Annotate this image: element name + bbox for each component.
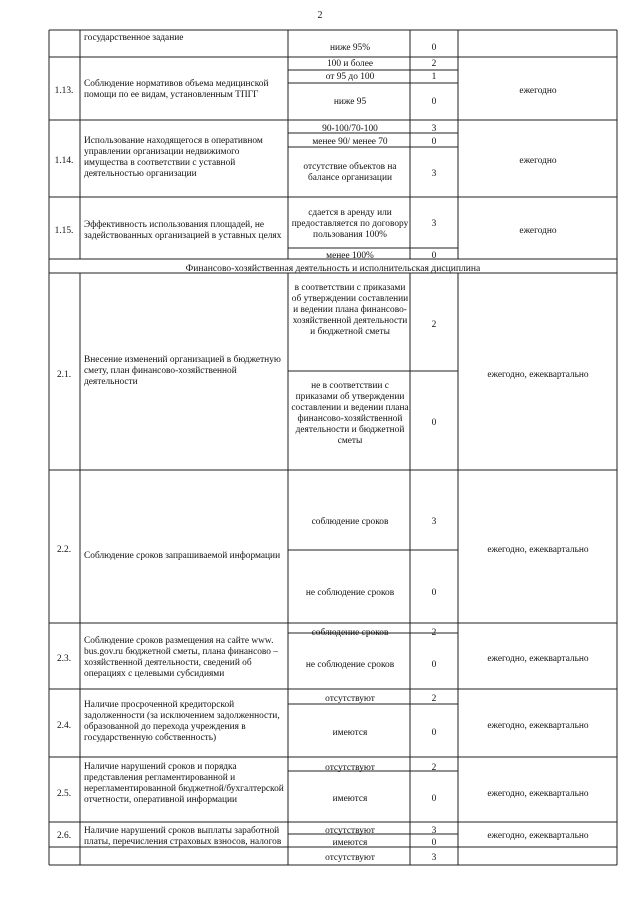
criterion-text: не соблюдение сроков [305,588,395,598]
indicator-text: Наличие просроченной кредиторской задолженности (за исключением задолженности, образованной до перехода учреждения в государственную собственность) [84,700,280,743]
criterion-score: 2 [431,320,437,330]
indicator-text: Наличие нарушений сроков и порядка представления регламентированной и нерегламентированной бюджетной/бухгалтерской отчетности, оперативной информации [84,762,284,805]
page-number: 2 [317,10,323,21]
criterion-text: отсутствие объектов на балансе организации [303,162,397,183]
frequency-text: ежегодно [519,86,557,96]
criterion-score: 1 [431,72,437,82]
row-number: 2.3. [56,654,72,664]
criterion-score: 2 [431,59,437,69]
frequency-text: ежегодно [519,226,557,236]
criterion-text: имеются [332,838,368,848]
criterion-score: 0 [431,251,437,261]
criterion-score: 0 [431,728,437,738]
criterion-text: от 95 до 100 [325,72,375,82]
criterion-score: 0 [431,588,437,598]
criterion-text: 100 и более [326,59,374,69]
criterion-score: 0 [431,794,437,804]
frequency-text: ежегодно, ежеквартально [487,789,589,799]
criterion-score: 0 [431,660,437,670]
frequency-text: ежегодно, ежеквартально [487,831,589,841]
row-number: 2.1. [56,370,72,380]
criterion-text: не в соответствии с приказами об утверждении составлении и ведении плана финансово-хозяйственной деятельности и бюджетной сметы [291,381,409,446]
section-header: Финансово-хозяйственная деятельность и исполнительская дисциплина [185,263,481,274]
indicator-text: Использование находящегося в оперативном управлении организации недвижимого имущества в соответствии с уставной деятельностью организации [84,136,263,179]
row-number: 2.4. [56,721,72,731]
criterion-text: сдается в аренду или предоставляется по договору пользования 100% [291,208,409,240]
criterion-score: 0 [431,137,437,147]
criterion-text: отсутствуют [325,853,375,863]
indicator-text: Наличие нарушений сроков выплаты заработной платы, перечисления страховых взносов, налогов [84,826,282,847]
criterion-score: 0 [431,43,437,53]
criterion-text: менее 90/ менее 70 [312,137,388,147]
criterion-score: 3 [431,826,437,836]
criterion-score: 3 [431,853,437,863]
criterion-text: менее 100% [326,251,374,261]
criterion-text: соблюдение сроков [311,628,389,638]
indicator-text: Соблюдение нормативов объема медицинской помощи по ее видам, установленным ТПГГ [84,79,269,100]
criterion-text: имеются [332,794,368,804]
criterion-score: 0 [431,838,437,848]
frequency-text: ежегодно, ежеквартально [487,545,589,555]
row-number: 1.15. [54,226,74,236]
criterion-text: отсутствуют [325,826,375,836]
frequency-text: ежегодно, ежеквартально [487,370,589,380]
row-number: 1.13. [54,86,74,96]
frequency-text: ежегодно, ежеквартально [487,721,589,731]
criterion-text: ниже 95 [333,97,367,107]
indicator-text: Эффективность использования площадей, не задействованных организацией в уставных целях [84,220,282,241]
criterion-text: соблюдение сроков [311,517,389,527]
criterion-text: не соблюдение сроков [305,660,395,670]
criterion-score: 3 [431,219,437,229]
row-number: 2.6. [56,831,72,841]
criterion-text: ниже 95% [329,43,371,53]
criterion-text: имеются [332,728,368,738]
row-number: 2.5. [56,789,72,799]
criterion-text: отсутствуют [325,694,375,704]
frequency-text: ежегодно [519,156,557,166]
criterion-score: 2 [431,694,437,704]
indicator-text: Соблюдение сроков запрашиваемой информации [84,551,281,561]
criterion-score: 2 [431,628,437,638]
row-number: 2.2. [56,545,72,555]
indicator-text: Соблюдение сроков размещения на сайте www. bus.gov.ru бюджетной сметы, плана финансово – хозяйственной деятельности, сведений об операциях с целевыми субсидиями [84,636,278,679]
frequency-text: ежегодно, ежеквартально [487,654,589,664]
row-number: 1.14. [54,156,74,166]
criterion-text: 90-100/70-100 [322,124,378,134]
criterion-score: 3 [431,169,437,179]
criterion-score: 0 [431,97,437,107]
indicator-text: Внесение изменений организацией в бюджетную смету, план финансово-хозяйственной деятельности [84,355,281,387]
criterion-score: 2 [431,763,437,773]
criterion-text: отсутствуют [325,763,375,773]
criterion-score: 0 [431,418,437,428]
indicator-text: государственное задание [84,33,184,43]
criterion-score: 3 [431,517,437,527]
criterion-text: в соответствии с приказами об утверждении составлении и ведении плана финансово-хозяйственной деятельности и бюджетной сметы [291,283,409,337]
criterion-score: 3 [431,124,437,134]
